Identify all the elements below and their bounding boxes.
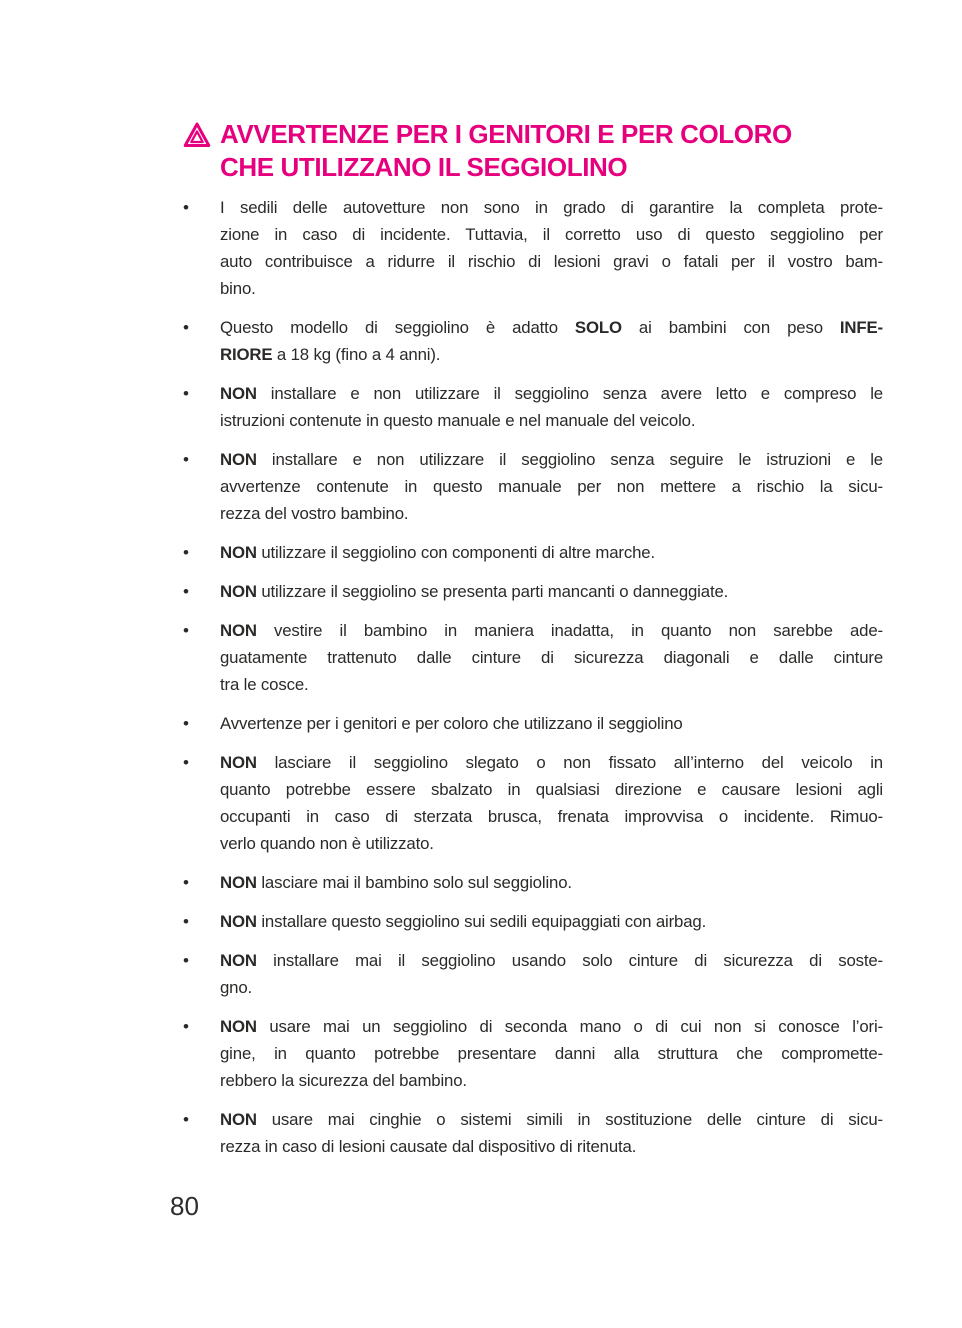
list-item [183, 869, 885, 896]
list-item [183, 1106, 885, 1160]
bullet-marker: • [183, 621, 189, 640]
bullet-text-line: tra le cosce. [220, 675, 309, 694]
bullet-marker: • [183, 582, 189, 601]
list-item [183, 710, 885, 737]
bullet-marker: • [183, 951, 189, 970]
bullet-marker: • [183, 753, 189, 772]
bullet-text [220, 578, 883, 605]
bullet-text-line: zione in caso di incidente. Tuttavia, il corretto uso di questo seggiolino per [220, 225, 883, 244]
bullet-text-line: NON usare mai cinghie o sistemi simili in sostituzione delle cinture di sicu- [220, 1110, 883, 1129]
bullet-text-line: NON usare mai un seggiolino di seconda mano o di cui non si conosce l’ori- [220, 1017, 883, 1036]
list-item [183, 578, 885, 605]
page-title-line: CHE UTILIZZANO IL SEGGIOLINO [220, 152, 628, 182]
bullet-text [220, 1013, 883, 1094]
bullet-text-line: occupanti in caso di sterzata brusca, frenata improvvisa o incidente. Rimuo- [220, 807, 883, 826]
page-title-text [220, 118, 792, 184]
bullet-marker: • [183, 1017, 189, 1036]
bullet-marker: • [183, 714, 189, 733]
bullet-text [220, 617, 883, 698]
bullet-text-line: istruzioni contenute in questo manuale e nel manuale del veicolo. [220, 411, 696, 430]
bullet-text [220, 1106, 883, 1160]
bullet-text-line: RIORE a 18 kg (fino a 4 anni). [220, 345, 441, 364]
bullet-text-line: NON installare e non utilizzare il seggiolino senza avere letto e compreso le [220, 384, 883, 403]
list-item [183, 947, 885, 1001]
bullet-text-line: Avvertenze per i genitori e per coloro che utilizzano il seggiolino [220, 714, 683, 733]
bullet-text-line: gno. [220, 978, 253, 997]
list-item [183, 539, 885, 566]
bullet-text [220, 380, 883, 434]
bullet-text-line: rebbero la sicurezza del bambino. [220, 1071, 467, 1090]
bullet-text [220, 539, 883, 566]
bullet-text [220, 710, 883, 737]
bullet-text-line: bino. [220, 279, 256, 298]
page-number: 80 [170, 1191, 199, 1221]
bullet-marker: • [183, 318, 189, 337]
bullet-text-line: NON installare questo seggiolino sui sedili equipaggiati con airbag. [220, 912, 707, 931]
bullet-text-line: rezza in caso di lesioni causate dal dispositivo di ritenuta. [220, 1137, 637, 1156]
bullet-text-line: NON utilizzare il seggiolino con componenti di altre marche. [220, 543, 655, 562]
bullet-text-line: auto contribuisce a ridurre il rischio di lesioni gravi o fatali per il vostro bam- [220, 252, 883, 271]
bullet-text-line: NON installare e non utilizzare il seggiolino senza seguire le istruzioni e le [220, 450, 883, 469]
list-item [183, 446, 885, 527]
bullet-text-line: I sedili delle autovetture non sono in grado di garantire la completa prote- [220, 198, 883, 217]
bullet-marker: • [183, 198, 189, 217]
bullet-text-line: NON installare mai il seggiolino usando solo cinture di sicurezza di soste- [220, 951, 883, 970]
bullet-text-line: gine, in quanto potrebbe presentare danni alla struttura che compromette- [220, 1044, 883, 1063]
list-item [183, 314, 885, 368]
page-title [183, 118, 792, 184]
bullet-text-line: rezza del vostro bambino. [220, 504, 409, 523]
bullet-marker: • [183, 873, 189, 892]
bullet-text-line: avvertenze contenute in questo manuale per non mettere a rischio la sicu- [220, 477, 883, 496]
bullet-text [220, 869, 883, 896]
list-item [183, 1013, 885, 1094]
list-item [183, 380, 885, 434]
bullet-text [220, 947, 883, 1001]
bullet-marker: • [183, 384, 189, 403]
bullet-text-line: Questo modello di seggiolino è adatto SOLO ai bambini con peso INFE- [220, 318, 883, 337]
bullet-text-line: NON utilizzare il seggiolino se presenta parti mancanti o danneggiate. [220, 582, 729, 601]
page-title-line: AVVERTENZE PER I GENITORI E PER COLORO [220, 119, 792, 149]
warning-triangle-icon [183, 121, 211, 149]
bullet-text [220, 908, 883, 935]
bullet-marker: • [183, 1110, 189, 1129]
bullet-text [220, 194, 883, 302]
bullet-text-line: verlo quando non è utilizzato. [220, 834, 434, 853]
list-item [183, 194, 885, 302]
warning-list [183, 194, 885, 1172]
list-item [183, 617, 885, 698]
bullet-text [220, 749, 883, 857]
bullet-text [220, 446, 883, 527]
list-item [183, 908, 885, 935]
bullet-marker: • [183, 450, 189, 469]
bullet-marker: • [183, 543, 189, 562]
list-item [183, 749, 885, 857]
bullet-text-line: guatamente trattenuto dalle cinture di sicurezza diagonali e dalle cinture [220, 648, 883, 667]
bullet-marker: • [183, 912, 189, 931]
bullet-text-line: NON vestire il bambino in maniera inadatta, in quanto non sarebbe ade- [220, 621, 883, 640]
bullet-text-line: quanto potrebbe essere sbalzato in qualsiasi direzione e causare lesioni agli [220, 780, 883, 799]
bullet-text [220, 314, 883, 368]
bullet-text-line: NON lasciare mai il bambino solo sul seggiolino. [220, 873, 572, 892]
bullet-text-line: NON lasciare il seggiolino slegato o non fissato all’interno del veicolo in [220, 753, 883, 772]
